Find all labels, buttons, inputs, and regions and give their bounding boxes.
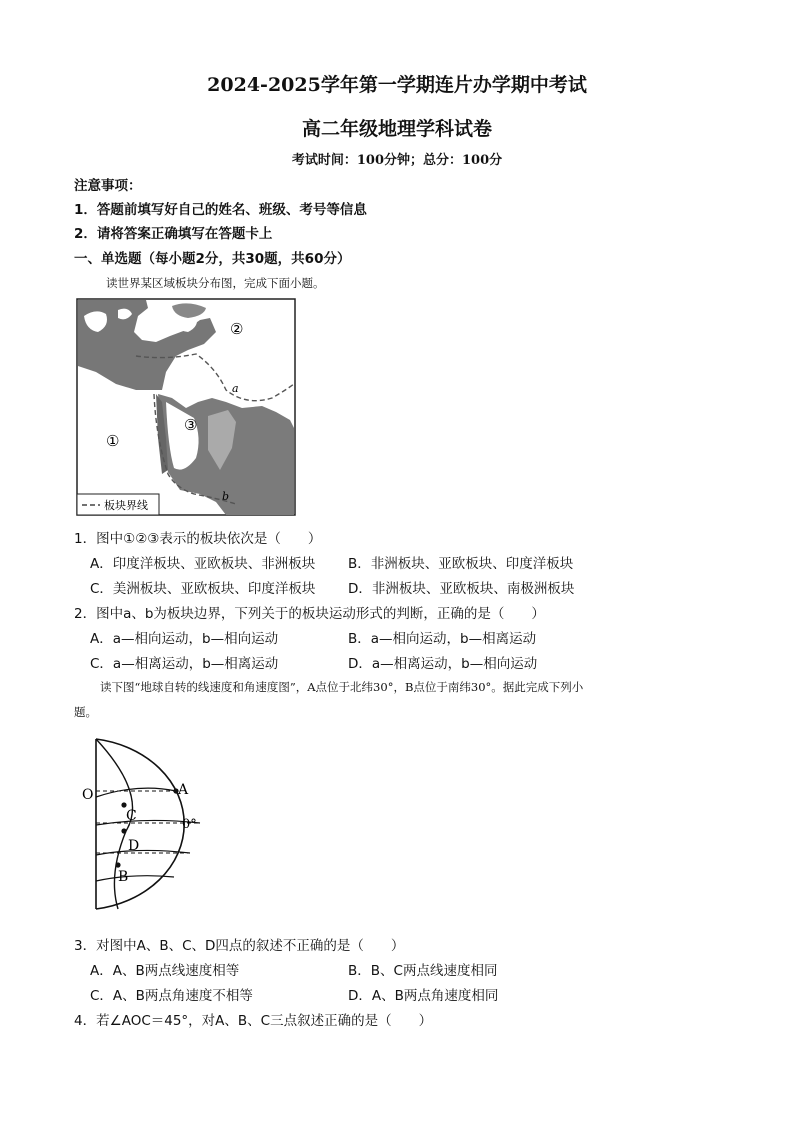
question-1-stem: 1．图中①②③表示的板块依次是（ ）	[74, 531, 322, 547]
question-1-option-b[interactable]: B．非洲板块、亚欧板块、印度洋板块	[348, 556, 574, 572]
map-label-2: ②	[230, 320, 244, 338]
note-item-1: 1．答题前填写好自己的姓名、班级、考号等信息	[74, 202, 367, 218]
question-2-option-a[interactable]: A．a—相向运动，b—相向运动	[90, 631, 279, 647]
map-label-1: ①	[106, 432, 120, 450]
globe-label-c: C	[126, 808, 137, 824]
map-label-3: ③	[184, 416, 198, 434]
question-1-option-c[interactable]: C．美洲板块、亚欧板块、印度洋板块	[90, 581, 316, 597]
section-heading: 一、单选题（每小题2分，共30题，共60分）	[74, 251, 351, 267]
globe-label-b: B	[118, 869, 129, 885]
exam-info: 考试时间：100分钟；总分：100分	[291, 153, 503, 168]
globe-label-o: O	[82, 787, 94, 803]
globe-label-d: D	[128, 838, 140, 854]
globe-label-equator: 0°	[182, 817, 197, 832]
globe-intro-line-1: 读下图“地球自转的线速度和角速度图”，A点位于北纬30°，B点位于南纬30°。据此完成下列小	[100, 680, 584, 694]
globe-intro-line-2: 题。	[74, 705, 97, 719]
rotation-globe-diagram	[78, 735, 208, 915]
question-3-option-d[interactable]: D．A、B两点角速度相同	[348, 988, 499, 1004]
question-1-option-d[interactable]: D．非洲板块、亚欧板块、南极洲板块	[348, 581, 575, 597]
question-2-option-b[interactable]: B．a—相向运动，b—相离运动	[348, 631, 537, 647]
map-label-b: b	[222, 490, 230, 503]
question-3-option-c[interactable]: C．A、B两点角速度不相等	[90, 988, 253, 1004]
map-intro: 读世界某区域板块分布图，完成下面小题。	[106, 276, 325, 290]
map-label-a: a	[232, 382, 239, 395]
globe-label-a: A	[178, 782, 189, 798]
page-subtitle: 高二年级地理学科试卷	[301, 118, 492, 140]
plate-map	[76, 298, 296, 516]
question-1-option-a[interactable]: A．印度洋板块、亚欧板块、非洲板块	[90, 556, 316, 572]
question-2-stem: 2．图中a、b为板块边界，下列关于的板块运动形式的判断，正确的是（ ）	[74, 606, 545, 622]
question-3-option-a[interactable]: A．A、B两点线速度相等	[90, 963, 240, 979]
question-3-stem: 3．对图中A、B、C、D四点的叙述不正确的是（ ）	[74, 938, 405, 954]
page-title: 2024-2025学年第一学期连片办学期中考试	[207, 74, 587, 96]
question-3-option-b[interactable]: B．B、C两点线速度相同	[348, 963, 498, 979]
question-4-stem: 4．若∠AOC＝45°，对A、B、C三点叙述正确的是（ ）	[74, 1013, 433, 1029]
note-item-2: 2．请将答案正确填写在答题卡上	[74, 226, 273, 242]
map-legend: 板块界线	[104, 499, 148, 512]
question-2-option-d[interactable]: D．a—相离运动，b—相向运动	[348, 656, 538, 672]
notes-heading: 注意事项：	[74, 178, 142, 194]
question-2-option-c[interactable]: C．a—相离运动，b—相离运动	[90, 656, 279, 672]
